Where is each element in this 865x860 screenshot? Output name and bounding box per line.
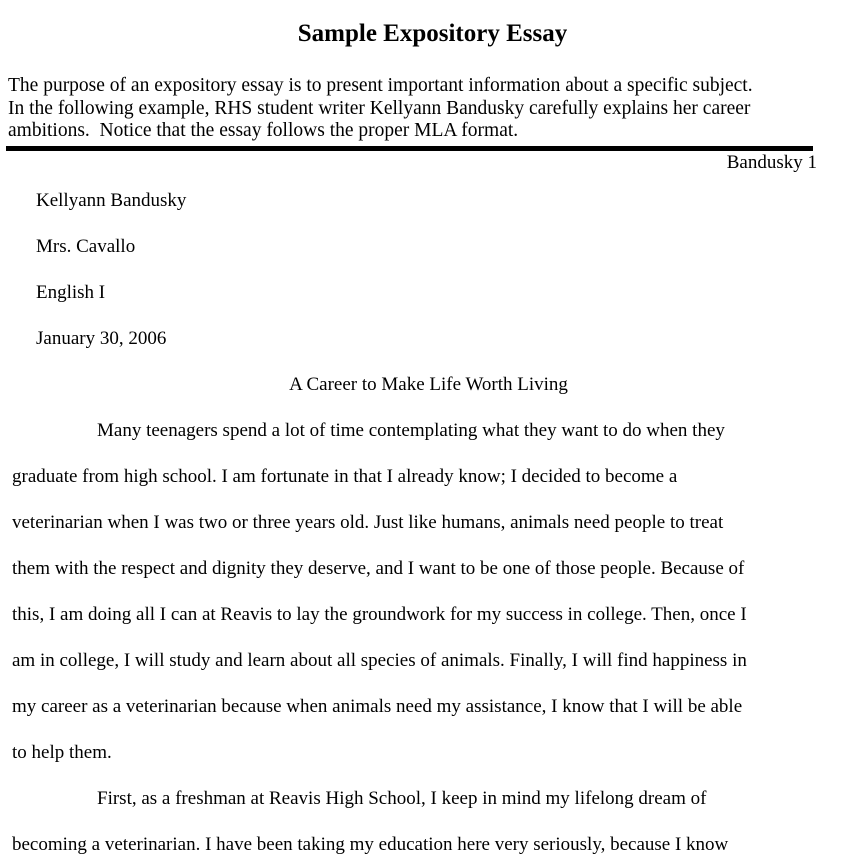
mla-heading-teacher: Mrs. Cavallo (36, 236, 136, 257)
essay-title: A Career to Make Life Worth Living (289, 374, 568, 395)
handout-intro (8, 75, 858, 143)
essay-body-line: graduate from high school. I am fortunate in that I already know; I decided to become a (12, 466, 678, 487)
essay-body-line: Many teenagers spend a lot of time contemplating what they want to do when they (97, 420, 725, 441)
page-header-number: Bandusky 1 (726, 152, 817, 173)
essay-body-line: becoming a veterinarian. I have been taking my education here very seriously, because I know (12, 834, 729, 855)
essay-body-line: am in college, I will study and learn about all species of animals. Finally, I will find happiness in (12, 650, 747, 671)
section-divider-rule (6, 146, 813, 151)
mla-heading-course: English I (36, 282, 106, 303)
handout-intro-line: The purpose of an expository essay is to present important information about a specific subject. (8, 75, 753, 96)
essay-body-line: my career as a veterinarian because when animals need my assistance, I know that I will be able (12, 696, 743, 717)
handout-title: Sample Expository Essay (297, 20, 568, 47)
essay-content (12, 178, 845, 860)
essay-body-line: this, I am doing all I can at Reavis to lay the groundwork for my success in college. Then, once I (12, 604, 747, 625)
essay-body-line: First, as a freshman at Reavis High School, I keep in mind my lifelong dream of (97, 788, 707, 809)
essay-body-line: them with the respect and dignity they deserve, and I want to be one of those people. Because of (12, 558, 745, 579)
handout-intro-line: ambitions. Notice that the essay follows the proper MLA format. (8, 120, 519, 141)
essay-body-line: veterinarian when I was two or three years old. Just like humans, animals need people to treat (12, 512, 724, 533)
essay-body-line: to help them. (12, 742, 112, 763)
mla-heading-date: January 30, 2006 (36, 328, 167, 349)
handout-intro-line: In the following example, RHS student writer Kellyann Bandusky carefully explains her career (8, 97, 751, 119)
mla-heading-author: Kellyann Bandusky (36, 190, 187, 211)
